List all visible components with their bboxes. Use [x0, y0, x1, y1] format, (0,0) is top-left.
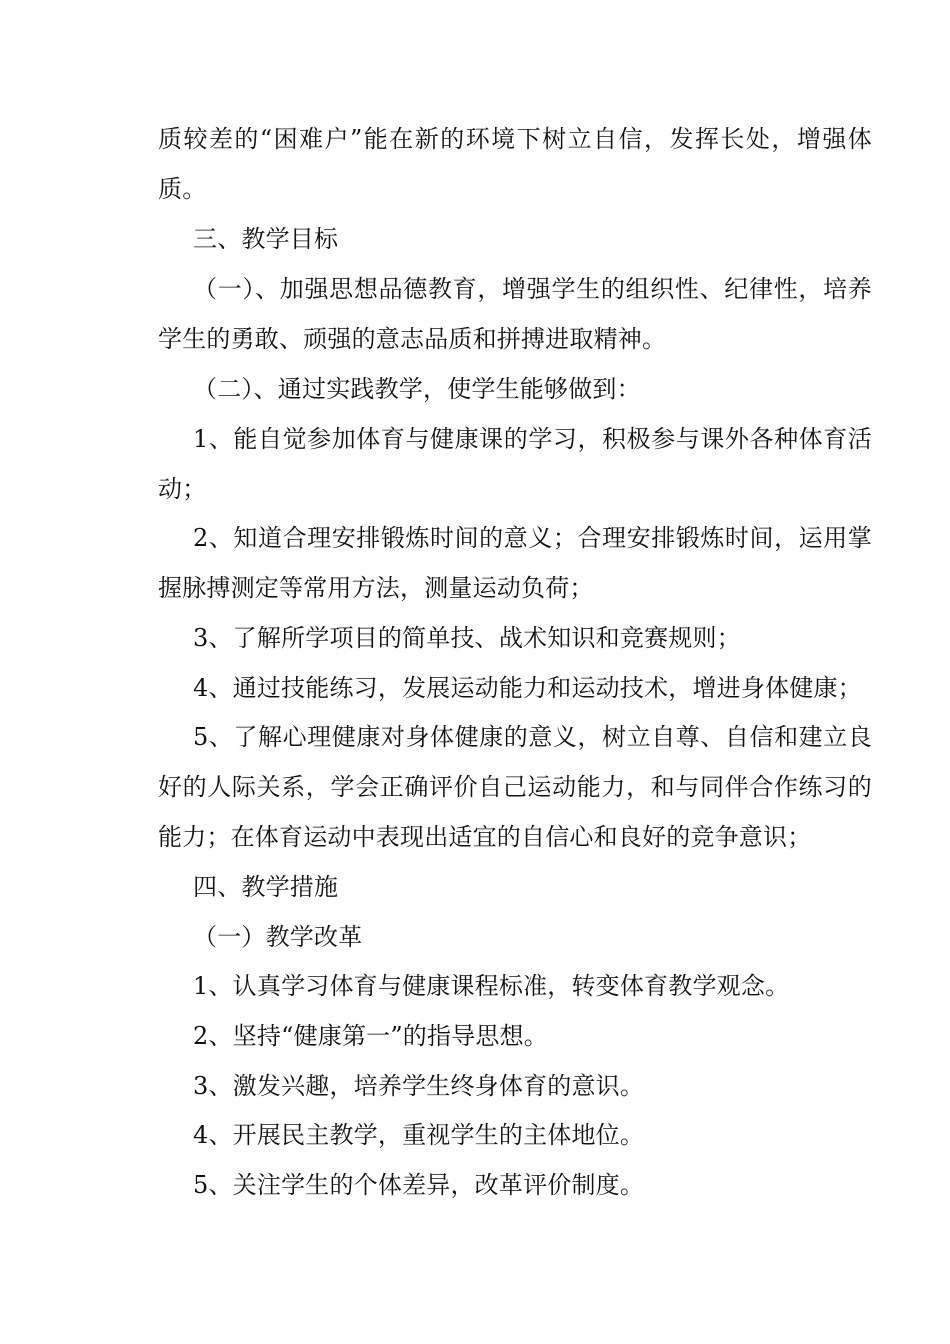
- subsection-heading: （一）教学改革: [193, 923, 363, 951]
- paragraph-line: （一）、加强思想品德教育，增强学生的组织性、纪律性，培养: [193, 275, 872, 303]
- paragraph-line: 学生的勇敢、顽强的意志品质和拼搏进取精神。: [158, 325, 667, 353]
- paragraph-line: 质较差的“困难户”能在新的环境下树立自信，发挥长处，增强体: [158, 125, 872, 153]
- list-item: 5、关注学生的个体差异，改革评价制度。: [193, 1171, 645, 1199]
- list-item: 2、知道合理安排锻炼时间的意义；合理安排锻炼时间，运用掌: [193, 524, 872, 552]
- list-item: 4、通过技能练习，发展运动能力和运动技术，增进身体健康；: [193, 674, 862, 702]
- list-item: 3、激发兴趣，培养学生终身体育的意识。: [193, 1072, 645, 1100]
- section-heading: 三、教学目标: [193, 225, 339, 253]
- list-item-continuation: 能力；在体育运动中表现出适宜的自信心和良好的竞争意识；: [158, 823, 812, 851]
- list-item: 4、开展民主教学，重视学生的主体地位。: [193, 1121, 645, 1149]
- list-item: 5、了解心理健康对身体健康的意义，树立自尊、自信和建立良: [193, 723, 872, 751]
- list-item-continuation: 握脉搏测定等常用方法，测量运动负荷；: [158, 574, 594, 602]
- section-heading: 四、教学措施: [193, 873, 339, 901]
- paragraph-line: 质。: [158, 175, 207, 203]
- list-item: 1、认真学习体育与健康课程标准，转变体育教学观念。: [193, 972, 790, 1000]
- list-item-continuation: 好的人际关系，学会正确评价自己运动能力，和与同伴合作练习的: [158, 773, 872, 801]
- list-item-continuation: 动；: [158, 475, 207, 503]
- list-item: 3、了解所学项目的简单技、战术知识和竞赛规则；: [193, 624, 741, 652]
- list-item: 1、能自觉参加体育与健康课的学习，积极参与课外各种体育活: [193, 425, 872, 453]
- subsection-heading: （二）、通过实践教学，使学生能够做到：: [193, 375, 641, 403]
- list-item: 2、坚持“健康第一”的指导思想。: [193, 1022, 549, 1050]
